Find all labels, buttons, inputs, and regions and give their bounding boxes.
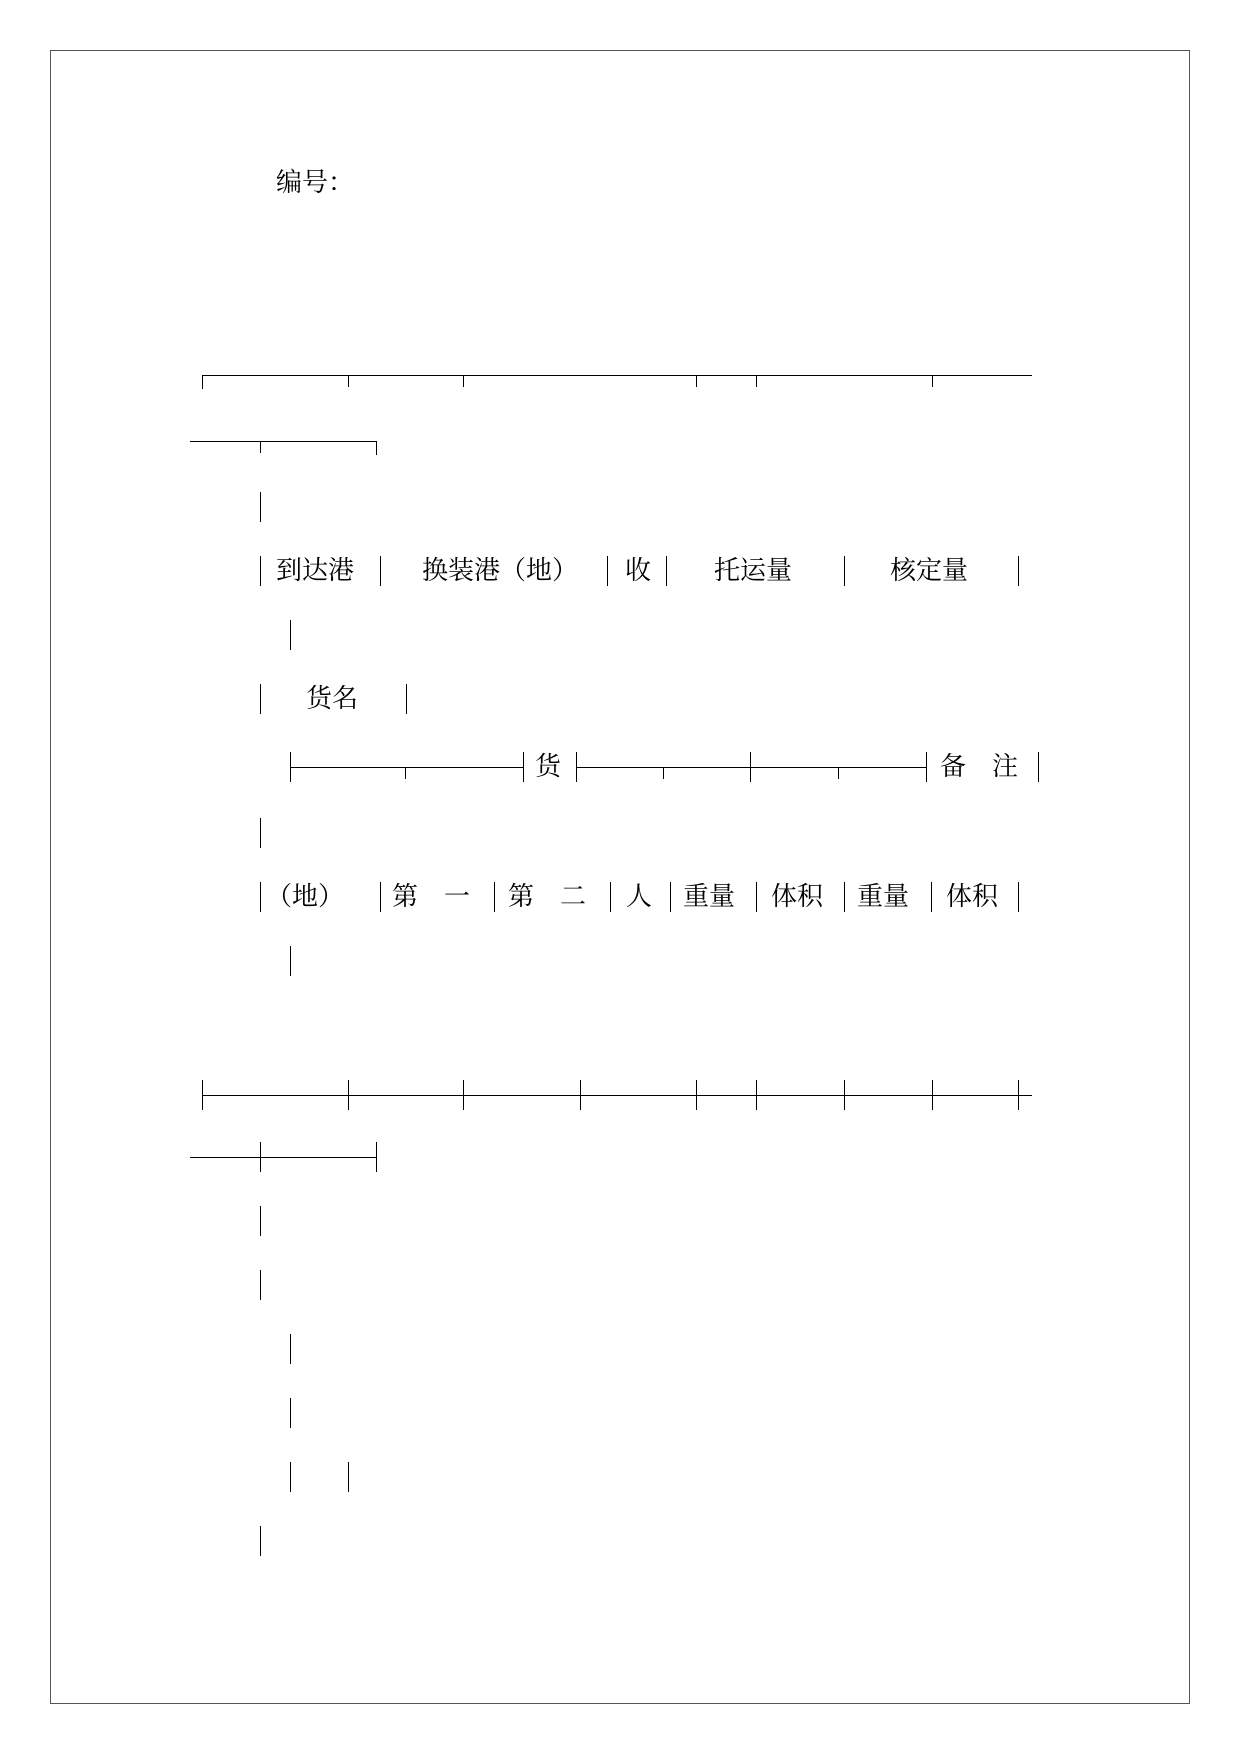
header-arrival-port: 到达港: [276, 556, 355, 586]
table-vertical-rule: [380, 882, 381, 912]
table-vertical-rule: [260, 818, 261, 848]
header-cargo-name: 货名: [306, 684, 359, 714]
table-vertical-rule: [406, 684, 407, 714]
header-person: 人: [626, 882, 653, 912]
table-vertical-rule: [290, 1462, 291, 1492]
table-vertical-rule: [666, 556, 667, 586]
header-place: （地）: [266, 882, 345, 912]
table-vertical-rule: [1038, 752, 1039, 782]
header-remarks: 备 注: [940, 752, 1019, 782]
table-vertical-rule: [290, 620, 291, 650]
header-cargo-part: 货: [535, 752, 562, 782]
header-volume-2: 体积: [946, 882, 999, 912]
table-vertical-rule: [260, 684, 261, 714]
document-number-label: 编号：: [276, 168, 355, 198]
table-vertical-rule: [260, 1526, 261, 1556]
table-vertical-rule: [931, 882, 932, 912]
page-frame: [50, 50, 1190, 1704]
table-vertical-rule: [260, 1206, 261, 1236]
table-vertical-rule: [348, 1462, 349, 1492]
table-vertical-rule: [670, 882, 671, 912]
table-vertical-rule: [260, 556, 261, 586]
table-vertical-rule: [290, 1398, 291, 1428]
table-vertical-rule: [844, 882, 845, 912]
table-vertical-rule: [756, 882, 757, 912]
header-transfer-port: 换装港（地）: [422, 556, 579, 586]
table-vertical-rule: [260, 492, 261, 522]
header-shipping-quantity: 托运量: [714, 556, 793, 586]
header-weight-2: 重量: [857, 882, 910, 912]
header-receiver-part: 收: [625, 556, 652, 586]
header-volume-1: 体积: [771, 882, 824, 912]
header-first: 第 一: [392, 882, 471, 912]
table-vertical-rule: [380, 556, 381, 586]
table-vertical-rule: [260, 882, 261, 912]
table-vertical-rule: [290, 946, 291, 976]
header-second: 第 二: [508, 882, 587, 912]
table-vertical-rule: [260, 1270, 261, 1300]
header-approved-quantity: 核定量: [890, 556, 969, 586]
table-vertical-rule: [1018, 882, 1019, 912]
table-vertical-rule: [607, 556, 608, 586]
header-weight-1: 重量: [683, 882, 736, 912]
table-vertical-rule: [1018, 556, 1019, 586]
table-vertical-rule: [610, 882, 611, 912]
table-vertical-rule: [494, 882, 495, 912]
table-vertical-rule: [844, 556, 845, 586]
table-vertical-rule: [290, 1334, 291, 1364]
